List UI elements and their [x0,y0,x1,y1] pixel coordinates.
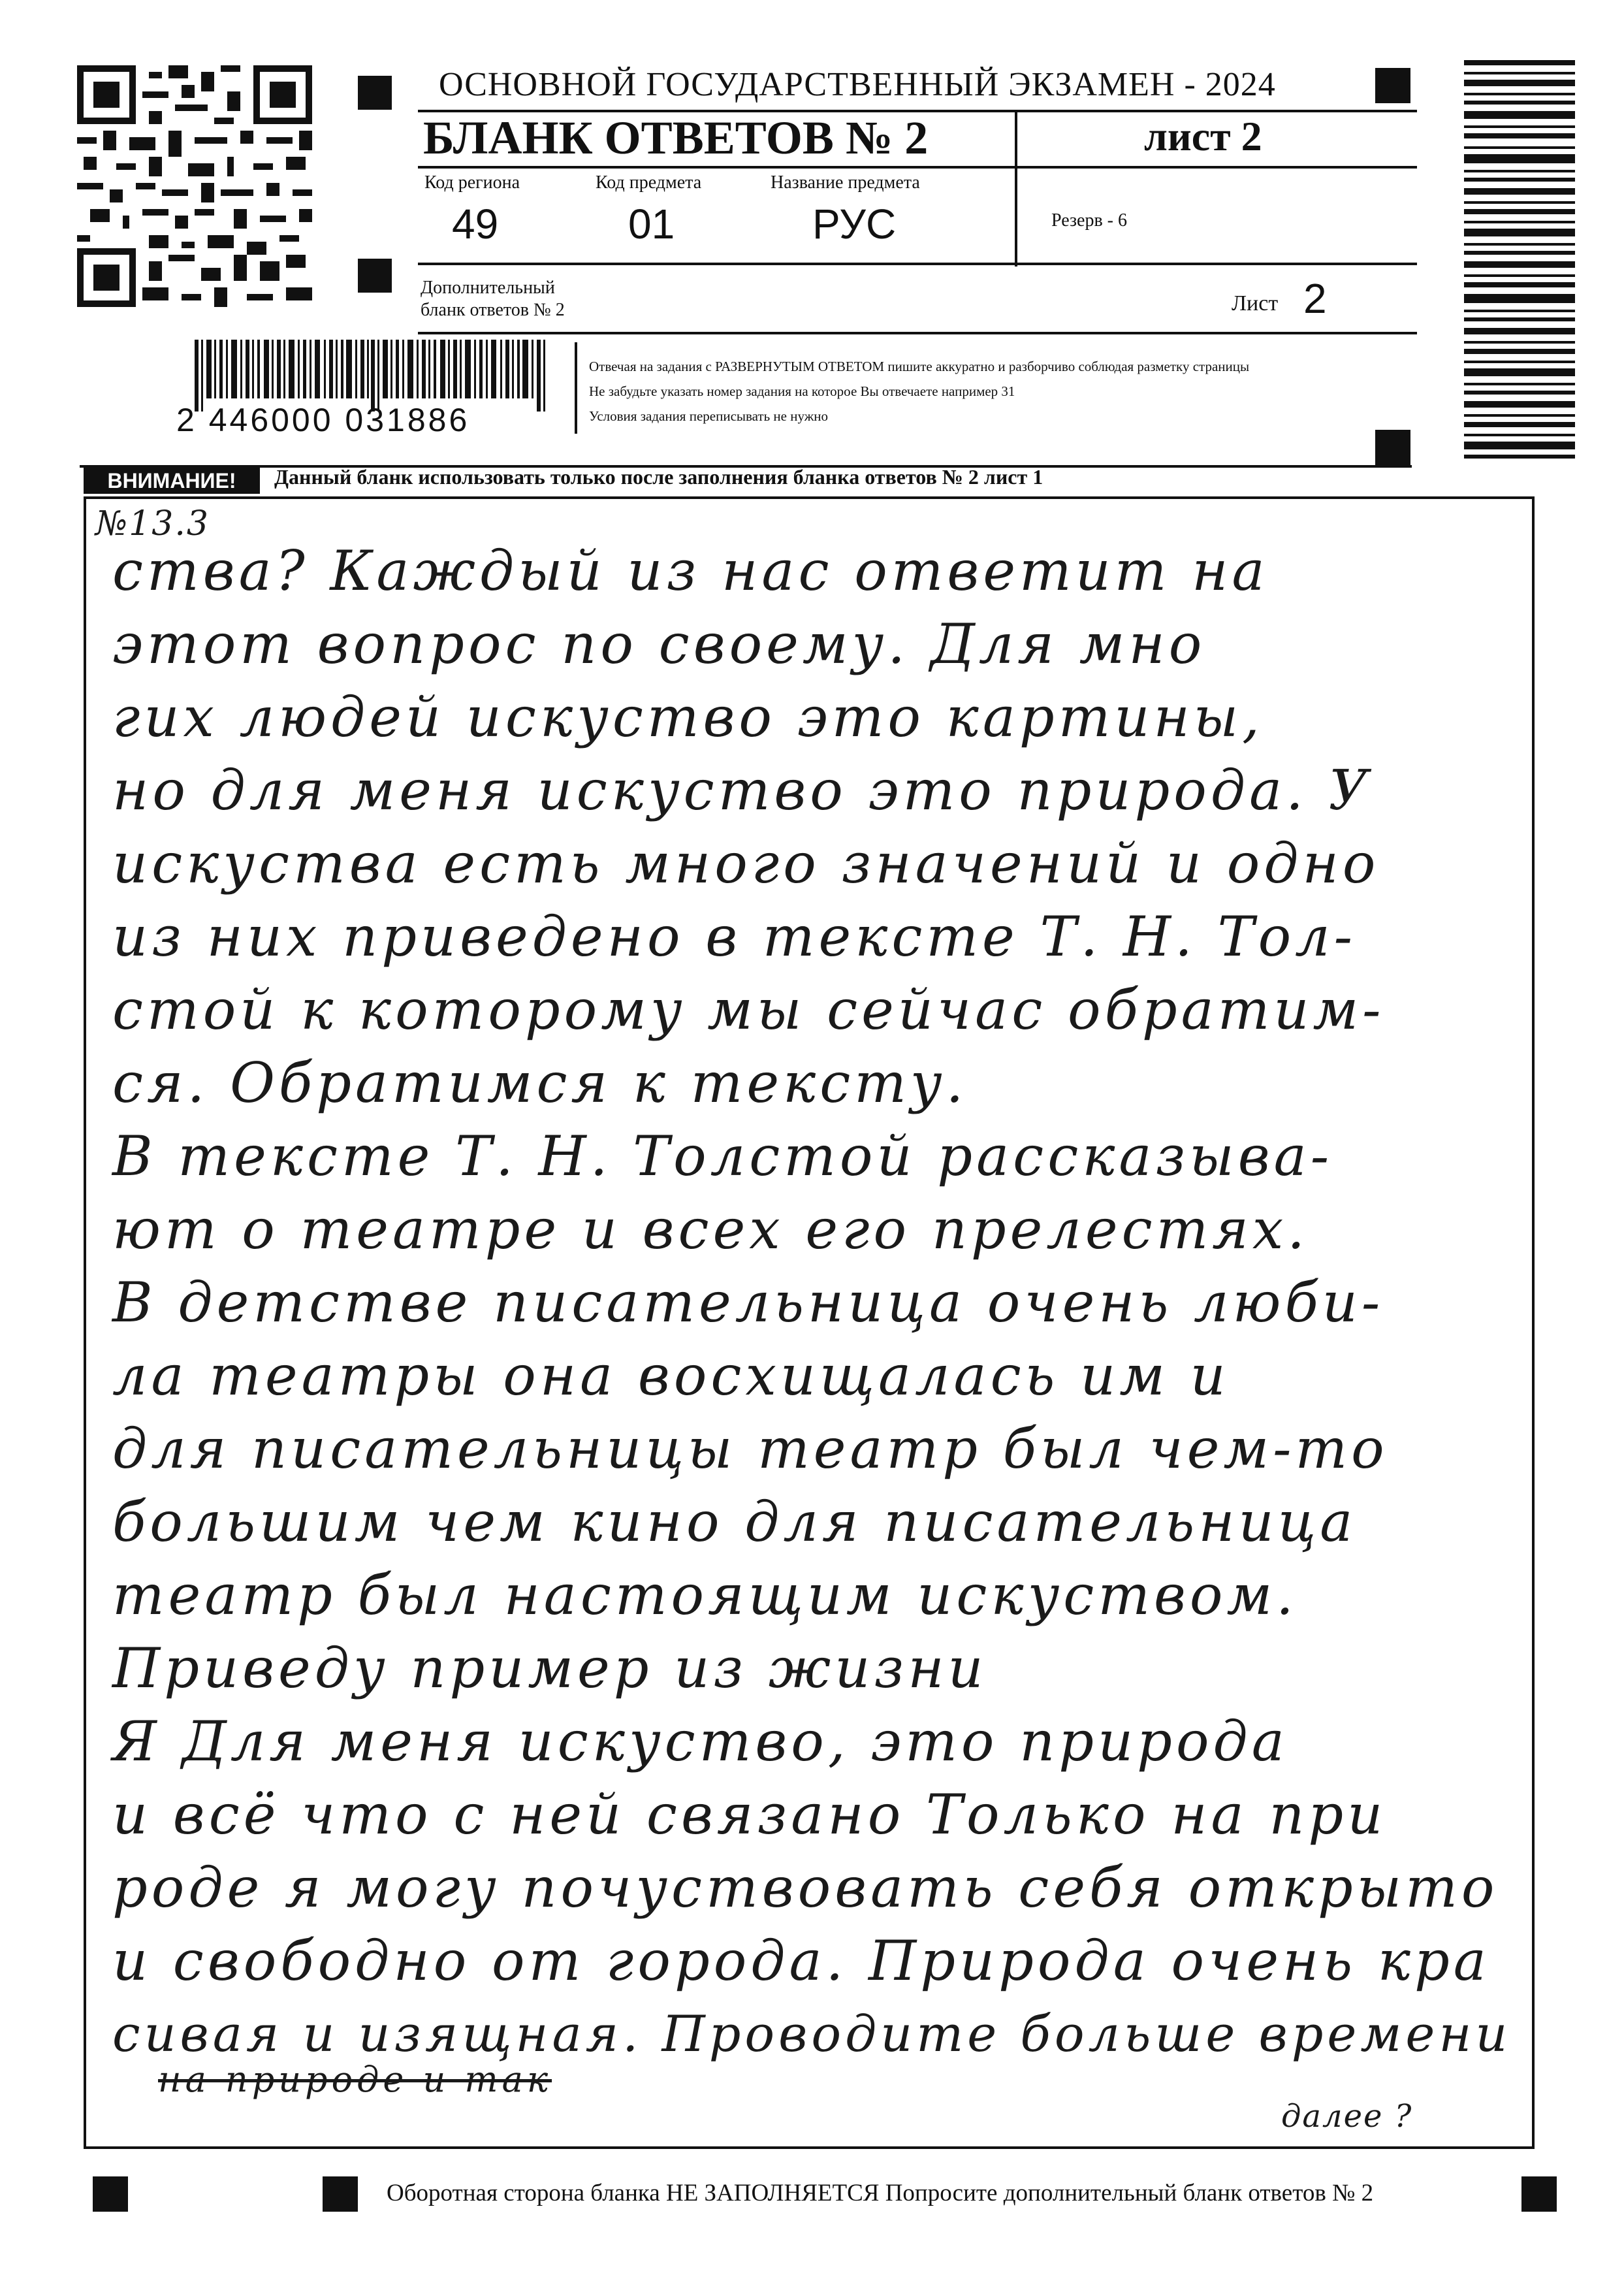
subject-code-label: Код предмета [596,172,702,193]
marker-square [1375,68,1410,103]
sheet-label: Лист [1232,291,1279,315]
instruction-line: Не забудьте указать номер задания на которое Вы отвечаете например 31 [589,383,1015,399]
sheet-value: 2 [1303,275,1327,322]
handwritten-line: ют о театре и всех его прелестях. [112,1197,1309,1261]
handwritten-line: гих людей искуство это картины, [112,685,1264,749]
handwritten-line: и свободно от города. Природа очень кра [112,1929,1490,1993]
header-rule-bottom [418,263,1417,265]
handwritten-line: театр был настоящим искуством. [112,1563,1298,1627]
instructions-divider [575,342,577,434]
header-divider [1015,110,1017,267]
instruction-line: Условия задания переписывать не нужно [589,408,828,424]
handwritten-line: но для меня искуство это природа. У [112,758,1373,822]
handwritten-line: В тексте Т. Н. Толстой рассказыва- [112,1124,1333,1188]
additional-form-label: Дополнительный бланк ответов № 2 [421,278,565,320]
handwritten-line: искуства есть много значений и одно [112,832,1380,896]
handwritten-line: стой к которому мы сейчас обратим- [112,978,1385,1042]
region-value: 49 [452,201,499,248]
form-title: БЛАНК ОТВЕТОВ № 2 [423,112,929,164]
sheet-title: лист 2 [1144,113,1262,159]
marker-square [358,259,392,293]
handwritten-line: из них приведено в тексте Т. Н. Тол- [112,905,1357,969]
warning-text: Данный бланк использовать только после заполнения бланка ответов № 2 лист 1 [274,465,1043,489]
handwritten-line: Я Для меня искуство, это природа [112,1709,1288,1773]
reserve-label: Резерв - 6 [1051,210,1128,231]
barcode-number: 2 446000 031886 [176,402,470,438]
side-barcode [1464,60,1575,459]
header-rule-mid [418,166,1417,169]
region-label: Код региона [424,172,520,193]
qr-code [77,65,312,307]
continuation-note: далее ? [1281,2098,1413,2135]
subject-code-value: 01 [628,201,675,248]
footer-text: Оборотная сторона бланка НЕ ЗАПОЛНЯЕТСЯ Попросите дополнительный бланк ответов № 2 [387,2180,1374,2206]
handwritten-line: и всё что с ней связано Только на при [112,1783,1387,1847]
handwritten-line: большим чем кино для писательница [112,1490,1357,1554]
instructions [589,354,1249,428]
instruction-line: Отвечая на задания с РАЗВЕРНУТЫМ ОТВЕТОМ пишите аккуратно и разборчиво соблюдая разметку страницы [589,359,1250,374]
handwritten-line: на природе и так [158,2059,552,2100]
handwritten-line: ства? Каждый из нас ответит на [112,539,1269,603]
exam-title: ОСНОВНОЙ ГОСУДАРСТВЕННЫЙ ЭКЗАМЕН - 2024 [439,66,1276,103]
handwritten-line: В детстве писательница очень люби- [112,1270,1384,1334]
warning-badge: ВНИМАНИЕ! [84,468,260,494]
answer-area[interactable] [84,496,1535,2149]
marker-square [1375,430,1410,465]
handwritten-line: этот вопрос по своему. Для мно [112,612,1206,676]
handwritten-line: ся. Обратимся к тексту. [112,1051,968,1115]
subject-name-label: Название предмета [771,172,920,193]
marker-square [1521,2176,1557,2212]
handwritten-line: роде я могу почуствовать себя открыто [112,1856,1499,1920]
sheet-rule [418,332,1417,334]
subject-name-value: РУС [812,201,897,248]
task-number: №13.3 [95,504,210,543]
handwritten-line: ла театры она восхищалась им и [112,1344,1230,1408]
handwritten-line: сивая и изящная. Проводите больше времени [112,2005,1512,2063]
marker-square [93,2176,128,2212]
handwritten-line: для писательницы театр был чем-то [112,1417,1388,1481]
marker-square [358,76,392,110]
handwritten-line: Приведу пример из жизни [112,1636,987,1700]
marker-square [323,2176,358,2212]
